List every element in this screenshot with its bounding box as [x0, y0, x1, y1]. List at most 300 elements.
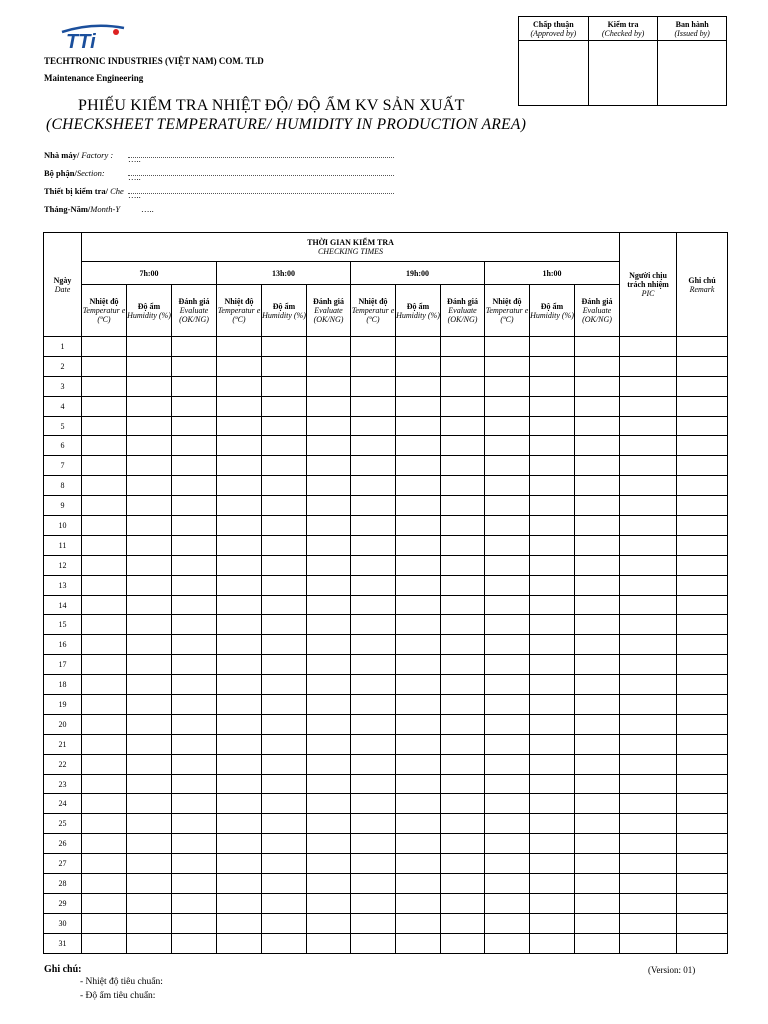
entry-cell[interactable]	[172, 516, 217, 536]
entry-cell[interactable]	[217, 893, 262, 913]
entry-cell[interactable]	[307, 416, 351, 436]
entry-cell[interactable]	[677, 675, 728, 695]
entry-cell[interactable]	[396, 854, 441, 874]
entry-cell[interactable]	[485, 535, 530, 555]
entry-cell[interactable]	[575, 734, 620, 754]
entry-cell[interactable]	[575, 337, 620, 357]
entry-cell[interactable]	[485, 754, 530, 774]
entry-cell[interactable]	[307, 595, 351, 615]
entry-cell[interactable]	[530, 913, 575, 933]
entry-cell[interactable]	[677, 714, 728, 734]
entry-cell[interactable]	[307, 874, 351, 894]
entry-cell[interactable]	[485, 714, 530, 734]
entry-cell[interactable]	[620, 695, 677, 715]
entry-cell[interactable]	[351, 575, 396, 595]
entry-cell[interactable]	[217, 834, 262, 854]
entry-cell[interactable]	[351, 794, 396, 814]
entry-cell[interactable]	[82, 516, 127, 536]
entry-cell[interactable]	[575, 655, 620, 675]
entry-cell[interactable]	[485, 655, 530, 675]
entry-cell[interactable]	[396, 655, 441, 675]
entry-cell[interactable]	[396, 913, 441, 933]
entry-cell[interactable]	[262, 396, 307, 416]
entry-cell[interactable]	[262, 555, 307, 575]
entry-cell[interactable]	[217, 416, 262, 436]
entry-cell[interactable]	[575, 675, 620, 695]
entry-cell[interactable]	[396, 933, 441, 953]
entry-cell[interactable]	[127, 456, 172, 476]
entry-cell[interactable]	[575, 774, 620, 794]
entry-cell[interactable]	[217, 714, 262, 734]
entry-cell[interactable]	[620, 615, 677, 635]
entry-cell[interactable]	[485, 794, 530, 814]
entry-cell[interactable]	[127, 356, 172, 376]
entry-cell[interactable]	[396, 396, 441, 416]
entry-cell[interactable]	[127, 714, 172, 734]
entry-cell[interactable]	[485, 814, 530, 834]
entry-cell[interactable]	[575, 854, 620, 874]
entry-cell[interactable]	[396, 615, 441, 635]
entry-cell[interactable]	[396, 575, 441, 595]
entry-cell[interactable]	[307, 516, 351, 536]
entry-cell[interactable]	[262, 575, 307, 595]
entry-cell[interactable]	[620, 595, 677, 615]
entry-cell[interactable]	[575, 834, 620, 854]
entry-cell[interactable]	[677, 516, 728, 536]
entry-cell[interactable]	[351, 535, 396, 555]
entry-cell[interactable]	[217, 655, 262, 675]
entry-cell[interactable]	[172, 396, 217, 416]
entry-cell[interactable]	[172, 535, 217, 555]
entry-cell[interactable]	[620, 496, 677, 516]
entry-cell[interactable]	[396, 496, 441, 516]
entry-cell[interactable]	[575, 456, 620, 476]
entry-cell[interactable]	[307, 814, 351, 834]
entry-cell[interactable]	[172, 496, 217, 516]
entry-cell[interactable]	[172, 655, 217, 675]
entry-cell[interactable]	[127, 655, 172, 675]
entry-cell[interactable]	[351, 476, 396, 496]
entry-cell[interactable]	[262, 436, 307, 456]
entry-cell[interactable]	[217, 933, 262, 953]
entry-cell[interactable]	[262, 655, 307, 675]
entry-cell[interactable]	[677, 754, 728, 774]
entry-cell[interactable]	[485, 337, 530, 357]
entry-cell[interactable]	[82, 655, 127, 675]
entry-cell[interactable]	[82, 734, 127, 754]
entry-cell[interactable]	[127, 337, 172, 357]
entry-cell[interactable]	[396, 416, 441, 436]
entry-cell[interactable]	[351, 496, 396, 516]
entry-cell[interactable]	[262, 854, 307, 874]
entry-cell[interactable]	[82, 695, 127, 715]
entry-cell[interactable]	[262, 496, 307, 516]
entry-cell[interactable]	[530, 655, 575, 675]
entry-cell[interactable]	[351, 376, 396, 396]
entry-cell[interactable]	[172, 933, 217, 953]
entry-cell[interactable]	[127, 893, 172, 913]
entry-cell[interactable]	[530, 635, 575, 655]
entry-cell[interactable]	[575, 436, 620, 456]
entry-cell[interactable]	[530, 893, 575, 913]
entry-cell[interactable]	[441, 535, 485, 555]
factory-field[interactable]: Nhà máy/ Factory : …..	[44, 150, 394, 164]
entry-cell[interactable]	[217, 476, 262, 496]
entry-cell[interactable]	[262, 595, 307, 615]
entry-cell[interactable]	[620, 575, 677, 595]
entry-cell[interactable]	[575, 516, 620, 536]
entry-cell[interactable]	[677, 874, 728, 894]
entry-cell[interactable]	[530, 615, 575, 635]
entry-cell[interactable]	[441, 436, 485, 456]
entry-cell[interactable]	[396, 456, 441, 476]
entry-cell[interactable]	[262, 734, 307, 754]
entry-cell[interactable]	[396, 516, 441, 536]
entry-cell[interactable]	[575, 814, 620, 834]
entry-cell[interactable]	[172, 555, 217, 575]
entry-cell[interactable]	[677, 913, 728, 933]
entry-cell[interactable]	[82, 337, 127, 357]
entry-cell[interactable]	[530, 376, 575, 396]
entry-cell[interactable]	[217, 496, 262, 516]
entry-cell[interactable]	[351, 396, 396, 416]
entry-cell[interactable]	[82, 714, 127, 734]
entry-cell[interactable]	[677, 834, 728, 854]
entry-cell[interactable]	[396, 595, 441, 615]
entry-cell[interactable]	[307, 754, 351, 774]
entry-cell[interactable]	[82, 933, 127, 953]
entry-cell[interactable]	[262, 834, 307, 854]
entry-cell[interactable]	[127, 516, 172, 536]
entry-cell[interactable]	[307, 734, 351, 754]
entry-cell[interactable]	[620, 734, 677, 754]
entry-cell[interactable]	[485, 893, 530, 913]
entry-cell[interactable]	[262, 356, 307, 376]
entry-cell[interactable]	[620, 337, 677, 357]
entry-cell[interactable]	[396, 376, 441, 396]
entry-cell[interactable]	[620, 814, 677, 834]
entry-cell[interactable]	[396, 675, 441, 695]
entry-cell[interactable]	[485, 615, 530, 635]
entry-cell[interactable]	[351, 893, 396, 913]
entry-cell[interactable]	[620, 754, 677, 774]
entry-cell[interactable]	[396, 893, 441, 913]
entry-cell[interactable]	[620, 635, 677, 655]
entry-cell[interactable]	[620, 555, 677, 575]
entry-cell[interactable]	[172, 754, 217, 774]
entry-cell[interactable]	[307, 575, 351, 595]
entry-cell[interactable]	[396, 754, 441, 774]
entry-cell[interactable]	[262, 675, 307, 695]
entry-cell[interactable]	[441, 376, 485, 396]
entry-cell[interactable]	[351, 416, 396, 436]
entry-cell[interactable]	[396, 794, 441, 814]
entry-cell[interactable]	[620, 854, 677, 874]
entry-cell[interactable]	[441, 456, 485, 476]
entry-cell[interactable]	[351, 595, 396, 615]
entry-cell[interactable]	[217, 635, 262, 655]
entry-cell[interactable]	[677, 456, 728, 476]
entry-cell[interactable]	[172, 854, 217, 874]
entry-cell[interactable]	[217, 555, 262, 575]
entry-cell[interactable]	[575, 376, 620, 396]
entry-cell[interactable]	[485, 695, 530, 715]
entry-cell[interactable]	[172, 834, 217, 854]
entry-cell[interactable]	[677, 814, 728, 834]
entry-cell[interactable]	[127, 794, 172, 814]
entry-cell[interactable]	[82, 913, 127, 933]
entry-cell[interactable]	[575, 714, 620, 734]
entry-cell[interactable]	[485, 854, 530, 874]
entry-cell[interactable]	[677, 555, 728, 575]
entry-cell[interactable]	[127, 416, 172, 436]
approved-by-signature[interactable]	[519, 41, 589, 106]
equipment-field[interactable]: Thiết bị kiểm tra/ Che …..	[44, 186, 394, 200]
entry-cell[interactable]	[307, 535, 351, 555]
entry-cell[interactable]	[127, 754, 172, 774]
entry-cell[interactable]	[217, 754, 262, 774]
entry-cell[interactable]	[677, 655, 728, 675]
entry-cell[interactable]	[485, 496, 530, 516]
entry-cell[interactable]	[485, 575, 530, 595]
entry-cell[interactable]	[575, 893, 620, 913]
entry-cell[interactable]	[530, 794, 575, 814]
entry-cell[interactable]	[530, 416, 575, 436]
entry-cell[interactable]	[217, 535, 262, 555]
entry-cell[interactable]	[441, 893, 485, 913]
entry-cell[interactable]	[620, 675, 677, 695]
entry-cell[interactable]	[485, 635, 530, 655]
entry-cell[interactable]	[441, 695, 485, 715]
entry-cell[interactable]	[217, 874, 262, 894]
entry-cell[interactable]	[351, 933, 396, 953]
entry-cell[interactable]	[262, 456, 307, 476]
entry-cell[interactable]	[620, 476, 677, 496]
entry-cell[interactable]	[307, 476, 351, 496]
entry-cell[interactable]	[307, 356, 351, 376]
entry-cell[interactable]	[262, 615, 307, 635]
entry-cell[interactable]	[127, 774, 172, 794]
entry-cell[interactable]	[307, 913, 351, 933]
entry-cell[interactable]	[307, 794, 351, 814]
entry-cell[interactable]	[530, 734, 575, 754]
entry-cell[interactable]	[677, 416, 728, 436]
entry-cell[interactable]	[127, 933, 172, 953]
entry-cell[interactable]	[441, 416, 485, 436]
entry-cell[interactable]	[530, 814, 575, 834]
entry-cell[interactable]	[172, 456, 217, 476]
entry-cell[interactable]	[82, 496, 127, 516]
entry-cell[interactable]	[677, 933, 728, 953]
entry-cell[interactable]	[172, 695, 217, 715]
entry-cell[interactable]	[82, 456, 127, 476]
entry-cell[interactable]	[262, 635, 307, 655]
entry-cell[interactable]	[127, 595, 172, 615]
entry-cell[interactable]	[575, 874, 620, 894]
entry-cell[interactable]	[441, 595, 485, 615]
entry-cell[interactable]	[530, 555, 575, 575]
entry-cell[interactable]	[441, 714, 485, 734]
entry-cell[interactable]	[127, 496, 172, 516]
entry-cell[interactable]	[82, 754, 127, 774]
entry-cell[interactable]	[82, 476, 127, 496]
entry-cell[interactable]	[127, 555, 172, 575]
entry-cell[interactable]	[351, 356, 396, 376]
entry-cell[interactable]	[262, 376, 307, 396]
entry-cell[interactable]	[530, 476, 575, 496]
entry-cell[interactable]	[396, 774, 441, 794]
entry-cell[interactable]	[677, 535, 728, 555]
entry-cell[interactable]	[172, 714, 217, 734]
entry-cell[interactable]	[217, 575, 262, 595]
entry-cell[interactable]	[575, 913, 620, 933]
entry-cell[interactable]	[620, 516, 677, 536]
entry-cell[interactable]	[262, 416, 307, 436]
entry-cell[interactable]	[82, 854, 127, 874]
entry-cell[interactable]	[530, 834, 575, 854]
entry-cell[interactable]	[82, 416, 127, 436]
entry-cell[interactable]	[307, 854, 351, 874]
entry-cell[interactable]	[441, 774, 485, 794]
entry-cell[interactable]	[172, 595, 217, 615]
entry-cell[interactable]	[262, 535, 307, 555]
entry-cell[interactable]	[127, 854, 172, 874]
entry-cell[interactable]	[262, 933, 307, 953]
entry-cell[interactable]	[396, 714, 441, 734]
entry-cell[interactable]	[620, 874, 677, 894]
entry-cell[interactable]	[441, 913, 485, 933]
entry-cell[interactable]	[485, 913, 530, 933]
entry-cell[interactable]	[217, 774, 262, 794]
entry-cell[interactable]	[217, 675, 262, 695]
entry-cell[interactable]	[217, 854, 262, 874]
entry-cell[interactable]	[217, 337, 262, 357]
entry-cell[interactable]	[307, 675, 351, 695]
entry-cell[interactable]	[307, 396, 351, 416]
entry-cell[interactable]	[172, 575, 217, 595]
entry-cell[interactable]	[575, 356, 620, 376]
entry-cell[interactable]	[441, 516, 485, 536]
entry-cell[interactable]	[530, 575, 575, 595]
entry-cell[interactable]	[441, 814, 485, 834]
entry-cell[interactable]	[677, 476, 728, 496]
entry-cell[interactable]	[262, 874, 307, 894]
entry-cell[interactable]	[620, 655, 677, 675]
entry-cell[interactable]	[262, 337, 307, 357]
section-field[interactable]: Bộ phận/Section: …..	[44, 168, 394, 182]
entry-cell[interactable]	[620, 794, 677, 814]
entry-cell[interactable]	[82, 436, 127, 456]
entry-cell[interactable]	[620, 714, 677, 734]
entry-cell[interactable]	[262, 814, 307, 834]
entry-cell[interactable]	[441, 734, 485, 754]
entry-cell[interactable]	[351, 436, 396, 456]
entry-cell[interactable]	[307, 933, 351, 953]
entry-cell[interactable]	[262, 476, 307, 496]
entry-cell[interactable]	[217, 396, 262, 416]
entry-cell[interactable]	[677, 635, 728, 655]
entry-cell[interactable]	[351, 655, 396, 675]
entry-cell[interactable]	[127, 575, 172, 595]
entry-cell[interactable]	[677, 893, 728, 913]
entry-cell[interactable]	[262, 893, 307, 913]
entry-cell[interactable]	[441, 337, 485, 357]
entry-cell[interactable]	[677, 615, 728, 635]
entry-cell[interactable]	[351, 834, 396, 854]
entry-cell[interactable]	[677, 436, 728, 456]
entry-cell[interactable]	[575, 496, 620, 516]
entry-cell[interactable]	[307, 834, 351, 854]
entry-cell[interactable]	[307, 436, 351, 456]
entry-cell[interactable]	[82, 814, 127, 834]
entry-cell[interactable]	[82, 774, 127, 794]
entry-cell[interactable]	[262, 754, 307, 774]
entry-cell[interactable]	[530, 356, 575, 376]
entry-cell[interactable]	[351, 754, 396, 774]
entry-cell[interactable]	[307, 695, 351, 715]
entry-cell[interactable]	[262, 794, 307, 814]
entry-cell[interactable]	[530, 774, 575, 794]
entry-cell[interactable]	[441, 356, 485, 376]
entry-cell[interactable]	[127, 834, 172, 854]
entry-cell[interactable]	[575, 595, 620, 615]
entry-cell[interactable]	[396, 695, 441, 715]
entry-cell[interactable]	[172, 774, 217, 794]
entry-cell[interactable]	[217, 356, 262, 376]
entry-cell[interactable]	[485, 456, 530, 476]
entry-cell[interactable]	[575, 754, 620, 774]
entry-cell[interactable]	[127, 535, 172, 555]
entry-cell[interactable]	[620, 535, 677, 555]
entry-cell[interactable]	[307, 496, 351, 516]
entry-cell[interactable]	[82, 635, 127, 655]
entry-cell[interactable]	[677, 734, 728, 754]
entry-cell[interactable]	[575, 794, 620, 814]
entry-cell[interactable]	[530, 854, 575, 874]
entry-cell[interactable]	[575, 416, 620, 436]
entry-cell[interactable]	[82, 555, 127, 575]
entry-cell[interactable]	[530, 516, 575, 536]
entry-cell[interactable]	[677, 794, 728, 814]
entry-cell[interactable]	[620, 416, 677, 436]
entry-cell[interactable]	[575, 933, 620, 953]
entry-cell[interactable]	[441, 854, 485, 874]
entry-cell[interactable]	[307, 376, 351, 396]
entry-cell[interactable]	[82, 356, 127, 376]
entry-cell[interactable]	[485, 555, 530, 575]
entry-cell[interactable]	[217, 456, 262, 476]
entry-cell[interactable]	[677, 356, 728, 376]
entry-cell[interactable]	[217, 436, 262, 456]
entry-cell[interactable]	[217, 734, 262, 754]
entry-cell[interactable]	[530, 595, 575, 615]
entry-cell[interactable]	[217, 376, 262, 396]
entry-cell[interactable]	[396, 734, 441, 754]
entry-cell[interactable]	[127, 874, 172, 894]
entry-cell[interactable]	[485, 436, 530, 456]
entry-cell[interactable]	[530, 675, 575, 695]
entry-cell[interactable]	[441, 396, 485, 416]
entry-cell[interactable]	[127, 615, 172, 635]
entry-cell[interactable]	[441, 575, 485, 595]
entry-cell[interactable]	[485, 933, 530, 953]
entry-cell[interactable]	[351, 874, 396, 894]
entry-cell[interactable]	[530, 874, 575, 894]
checked-by-signature[interactable]	[588, 41, 658, 106]
entry-cell[interactable]	[172, 615, 217, 635]
entry-cell[interactable]	[620, 396, 677, 416]
entry-cell[interactable]	[172, 416, 217, 436]
